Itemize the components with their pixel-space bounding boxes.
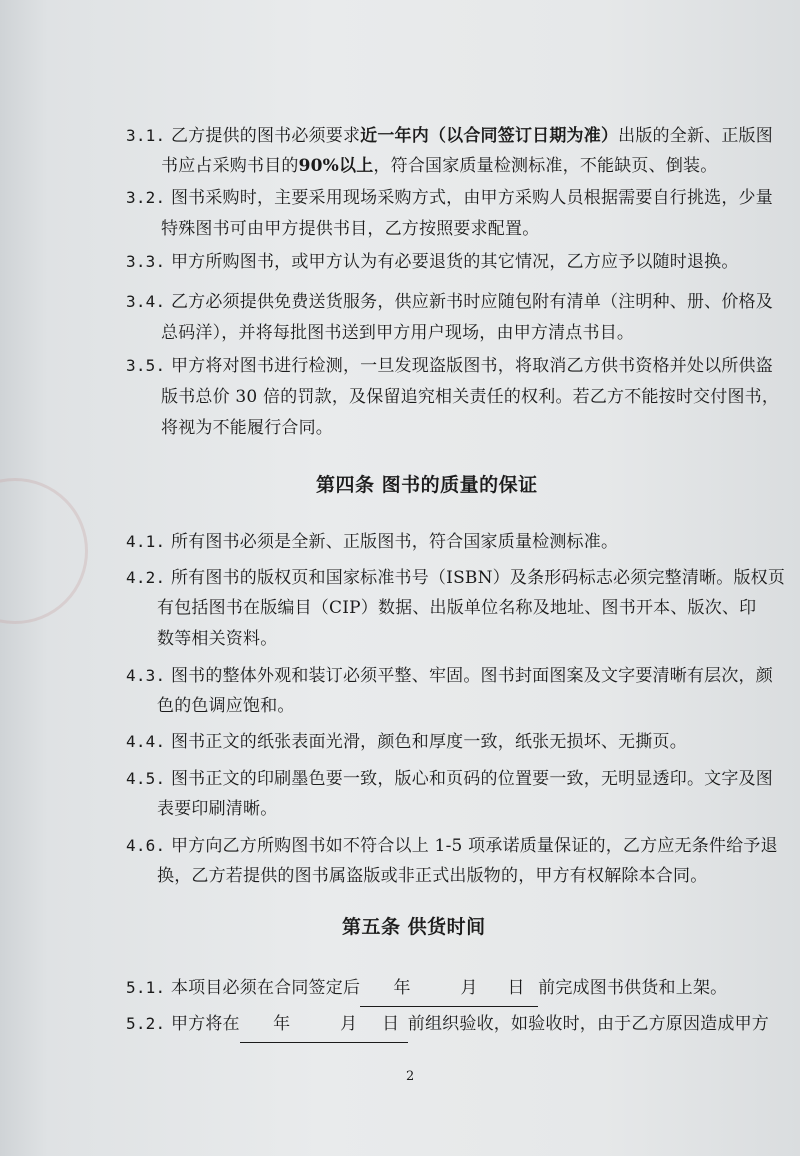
- day-blank: 日: [494, 971, 538, 1007]
- clause-4-6-line-1: 4.6. 甲方向乙方所购图书如不符合以上 1-5 项承诺质量保证的，乙方应无条件给予退: [126, 836, 778, 856]
- month-blank: 月: [324, 1007, 374, 1043]
- clause-3-2-line-1: 3.2. 图书采购时，主要采用现场采购方式，由甲方采购人员根据需要自行挑选，少量: [126, 188, 773, 208]
- clause-4-2-line-2: 有包括图书在版编目（CIP）数据、出版单位名称及地址、图书开本、版次、印: [157, 598, 757, 618]
- clause-3-2-line-2: 特殊图书可由甲方提供书目，乙方按照要求配置。: [161, 219, 540, 239]
- clause-5-2-line-1: 5.2. 甲方将在 年 月 日 前组织验收，如验收时，由于乙方原因造成甲方: [126, 1006, 769, 1043]
- clause-4-2-line-1: 4.2. 所有图书的版权页和国家标准书号（ISBN）及条形码标志必须完整清晰。版权页: [126, 568, 786, 588]
- page-number: 2: [406, 1069, 415, 1084]
- clause-3-4-line-1: 3.4. 乙方必须提供免费送货服务，供应新书时应随包附有清单（注明种、册、价格及: [126, 292, 773, 312]
- clause-4-5-line-2: 表要印刷清晰。: [157, 799, 278, 819]
- month-blank: 月: [444, 971, 494, 1007]
- section-4-heading: 第四条 图书的质量的保证: [316, 474, 538, 496]
- clause-4-2-line-3: 数等相关资料。: [157, 629, 278, 649]
- clause-5-1-line-1: 5.1. 本项目必须在合同签定后 年 月 日 前完成图书供货和上架。: [126, 970, 727, 1007]
- clause-4-1-line-1: 4.1. 所有图书必须是全新、正版图书，符合国家质量检测标准。: [126, 532, 619, 552]
- clause-3-5-line-3: 将视为不能履行合同。: [161, 418, 333, 438]
- clause-3-4-line-2: 总码洋），并将每批图书送到甲方用户现场，由甲方清点书目。: [161, 323, 635, 343]
- clause-4-5-line-1: 4.5. 图书正文的印刷墨色要一致，版心和页码的位置要一致，无明显透印。文字及图: [126, 769, 773, 789]
- clause-3-5-line-2: 版书总价 30 倍的罚款，及保留追究相关责任的权利。若乙方不能按时交付图书，: [161, 387, 780, 407]
- year-blank: 年: [360, 971, 444, 1007]
- faded-seal-stamp: [0, 478, 88, 624]
- year-blank: 年: [240, 1007, 324, 1043]
- clause-4-4-line-1: 4.4. 图书正文的纸张表面光滑，颜色和厚度一致，纸张无损坏、无撕页。: [126, 732, 687, 752]
- clause-4-6-line-2: 换，乙方若提供的图书属盗版或非正式出版物的，甲方有权解除本合同。: [157, 866, 708, 886]
- clause-3-5-line-1: 3.5. 甲方将对图书进行检测，一旦发现盗版图书，将取消乙方供书资格并处以所供盗: [126, 356, 773, 376]
- clause-4-3-line-1: 4.3. 图书的整体外观和装订必须平整、牢固。图书封面图案及文字要清晰有层次，颜: [126, 666, 773, 686]
- clause-3-1-line-1: 3.1. 乙方提供的图书必须要求近一年内（以合同签订日期为准）出版的全新、正版图: [126, 126, 773, 146]
- clause-3-1-line-2: 书应占采购书目的90%以上，符合国家质量检测标准，不能缺页、倒装。: [161, 156, 718, 176]
- day-blank: 日: [374, 1007, 408, 1043]
- section-5-heading: 第五条 供货时间: [342, 916, 486, 938]
- clause-3-3-line-1: 3.3. 甲方所购图书，或甲方认为有必要退货的其它情况，乙方应予以随时退换。: [126, 252, 739, 272]
- clause-4-3-line-2: 色的色调应饱和。: [157, 696, 295, 716]
